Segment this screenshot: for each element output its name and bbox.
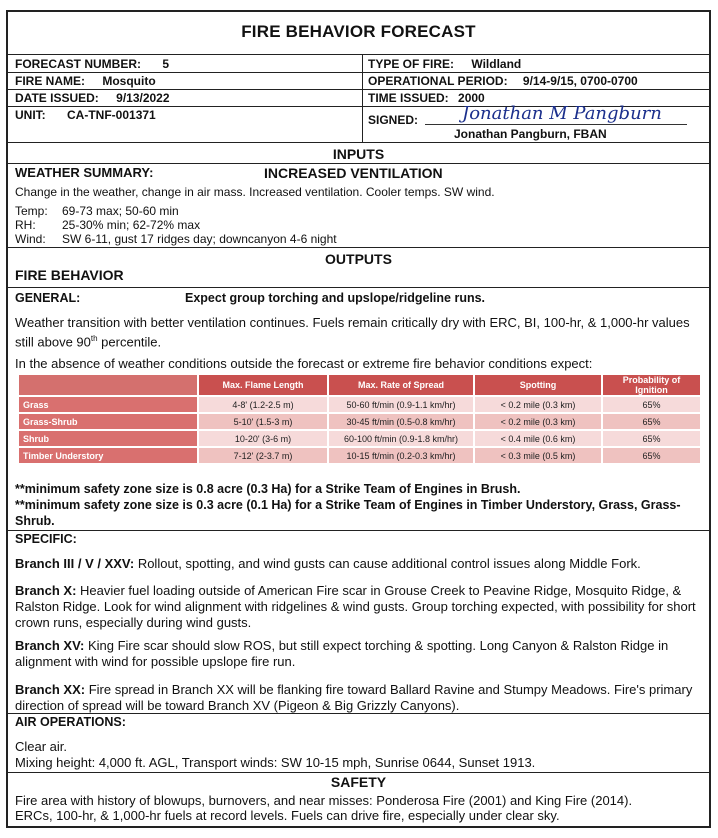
fuel-type-cell: Grass-Shrub	[19, 414, 197, 429]
absence-text: In the absence of weather conditions outside the forecast or extreme fire behavior conditions expect:	[15, 356, 593, 371]
fire-behavior-table	[17, 373, 702, 465]
table-header-cell	[19, 375, 197, 395]
divider	[7, 163, 710, 164]
branch-item	[15, 682, 707, 714]
general-text	[15, 315, 705, 350]
header-column-divider	[362, 55, 363, 142]
safety-zone-note-timber: **minimum safety zone size is 0.3 acre (0.1 Ha) for a Strike Team of Engines in Timber Understory, Grass, Grass-Shrub.	[15, 498, 681, 528]
inputs-heading: INPUTS	[332, 146, 385, 162]
table-cell: 10-15 ft/min (0.2-0.3 km/hr)	[329, 448, 473, 463]
table-header-cell: Spotting	[475, 375, 601, 395]
fuel-type-cell: Grass	[19, 397, 197, 412]
table-header-cell: Probability of Ignition	[603, 375, 700, 395]
date-issued-value: 9/13/2022	[116, 91, 170, 105]
operational-period-label: OPERATIONAL PERIOD:	[368, 74, 508, 88]
time-issued-label: TIME ISSUED:	[368, 91, 449, 105]
branch-item	[15, 556, 707, 572]
branch-item	[15, 638, 707, 670]
outputs-heading: OUTPUTS	[325, 251, 392, 267]
document-title: FIRE BEHAVIOR FORECAST	[241, 22, 476, 41]
wind-label: Wind:	[15, 232, 46, 246]
forecast-number-value: 5	[162, 57, 170, 71]
forecast-number-label: FORECAST NUMBER:	[15, 57, 141, 71]
date-issued-label: DATE ISSUED:	[15, 91, 99, 105]
type-of-fire-value: Wildland	[471, 57, 522, 71]
table-row	[19, 414, 700, 429]
signed-label: SIGNED:	[368, 113, 419, 127]
safety-line-1: Fire area with history of blowups, burnovers, and near misses: Ponderosa Fire (2001) and King Fire (2014).	[15, 793, 633, 808]
table-cell: 65%	[603, 397, 700, 412]
table-cell: 5-10' (1.5-3 m)	[199, 414, 327, 429]
wind-value: SW 6-11, gust 17 ridges day; downcanyon 4-6 night	[62, 232, 337, 246]
unit-value: CA-TNF-001371	[67, 108, 156, 122]
weather-summary-label: WEATHER SUMMARY:	[15, 165, 154, 180]
branch-text: King Fire scar should slow ROS, but still expect torching & spotting. Long Canyon & Ralston Ridge in alignment with wind for possible upslope fire run.	[15, 638, 669, 669]
general-text-end: percentile.	[97, 334, 162, 350]
unit-label: UNIT:	[15, 108, 46, 122]
divider	[7, 287, 710, 288]
air-operations-label: AIR OPERATIONS:	[15, 715, 126, 729]
air-operations-line-1: Clear air.	[15, 739, 68, 754]
type-of-fire-field	[368, 57, 521, 71]
table-cell: 50-60 ft/min (0.9-1.1 km/hr)	[329, 397, 473, 412]
safety-line-2: ERCs, 100-hr, & 1,000-hr fuels at record levels. Fuels can drive fire, especially under clear sky.	[15, 808, 560, 823]
divider	[7, 72, 710, 73]
fire-name-label: FIRE NAME:	[15, 74, 85, 88]
weather-summary-title: INCREASED VENTILATION	[264, 165, 443, 181]
branch-name: Branch XX:	[15, 682, 86, 697]
branch-name: Branch X:	[15, 583, 77, 598]
fire-name-value: Mosquito	[102, 74, 156, 88]
divider	[7, 247, 710, 248]
table-cell: < 0.4 mile (0.6 km)	[475, 431, 601, 446]
divider	[7, 89, 710, 90]
table-cell: 10-20' (3-6 m)	[199, 431, 327, 446]
temp-value: 69-73 max; 50-60 min	[62, 204, 179, 218]
table-cell: 65%	[603, 448, 700, 463]
signature-line	[425, 124, 687, 125]
table-row	[19, 448, 700, 463]
table-header-cell: Max. Flame Length	[199, 375, 327, 395]
table-cell: < 0.2 mile (0.3 km)	[475, 414, 601, 429]
branch-text: Rollout, spotting, and wind gusts can cause additional control issues along Middle Fork.	[134, 556, 641, 571]
table-cell: 30-45 ft/min (0.5-0.8 km/hr)	[329, 414, 473, 429]
operational-period-value: 9/14-9/15, 0700-0700	[522, 74, 638, 88]
fuel-type-cell: Timber Understory	[19, 448, 197, 463]
safety-heading: SAFETY	[330, 774, 387, 790]
temp-label: Temp:	[15, 204, 48, 218]
signer-name: Jonathan Pangburn, FBAN	[454, 127, 607, 141]
divider	[7, 772, 710, 773]
branch-text: Fire spread in Branch XX will be flanking fire toward Ballard Ravine and Stumpy Meadows. Fire's primary direction of spread will be toward Branch XV (Pigeon & Big Grizzly Canyons).	[15, 682, 693, 713]
general-label: GENERAL:	[15, 291, 81, 305]
branch-name: Branch III / V / XXV:	[15, 556, 135, 571]
weather-summary-text: Change in the weather, change in air mass. Increased ventilation. Cooler temps. SW wind.	[15, 185, 495, 199]
general-text-main: Weather transition with better ventilation continues. Fuels remain critically dry with ERC, BI, 100-hr, & 1,000-hr values still above 90	[15, 315, 690, 350]
operational-period-field	[368, 74, 638, 88]
fuel-type-cell: Shrub	[19, 431, 197, 446]
wind-row	[15, 232, 337, 246]
rh-row	[15, 218, 200, 232]
air-operations-line-2: Mixing height: 4,000 ft. AGL, Transport winds: SW 10-15 mph, Sunrise 0644, Sunset 1913.	[15, 755, 536, 770]
specific-label: SPECIFIC:	[15, 532, 77, 546]
divider	[7, 713, 710, 714]
table-cell: 4-8' (1.2-2.5 m)	[199, 397, 327, 412]
rh-label: RH:	[15, 218, 36, 232]
time-issued-value: 2000	[458, 91, 485, 105]
table-cell: 60-100 ft/min (0.9-1.8 km/hr)	[329, 431, 473, 446]
unit-field	[15, 108, 156, 122]
table-cell: 65%	[603, 414, 700, 429]
table-row	[19, 431, 700, 446]
forecast-number-field	[15, 57, 169, 71]
divider	[7, 142, 710, 143]
branch-item	[15, 583, 707, 631]
signature: Jonathan M Pangburn	[462, 103, 662, 124]
general-headline: Expect group torching and upslope/ridgeline runs.	[185, 291, 486, 305]
table-header-row	[19, 375, 700, 395]
safety-zone-note-brush: **minimum safety zone size is 0.8 acre (0.3 Ha) for a Strike Team of Engines in Brush.	[15, 482, 521, 496]
temp-row	[15, 204, 179, 218]
divider	[7, 530, 710, 531]
rh-value: 25-30% min; 62-72% max	[62, 218, 201, 232]
general-text-superscript: th	[90, 334, 98, 343]
table-cell: < 0.3 mile (0.5 km)	[475, 448, 601, 463]
table-cell: 7-12' (2-3.7 m)	[199, 448, 327, 463]
table-header-cell: Max. Rate of Spread	[329, 375, 473, 395]
date-issued-field	[15, 91, 170, 105]
fire-behavior-label: FIRE BEHAVIOR	[15, 267, 124, 283]
fire-name-field	[15, 74, 156, 88]
table-cell: < 0.2 mile (0.3 km)	[475, 397, 601, 412]
branch-text: Heavier fuel loading outside of American Fire scar in Grouse Creek to Peavine Ridge, Mosquito Ridge, & Ralston Ridge. Look for wind alignment with ridgelines & wind gusts. Group torching expected, with possibility for short crown runs, especially during wind gusts.	[15, 583, 696, 630]
type-of-fire-label: TYPE OF FIRE:	[368, 57, 455, 71]
table-row	[19, 397, 700, 412]
table-cell: 65%	[603, 431, 700, 446]
divider	[7, 54, 710, 55]
branch-name: Branch XV:	[15, 638, 85, 653]
